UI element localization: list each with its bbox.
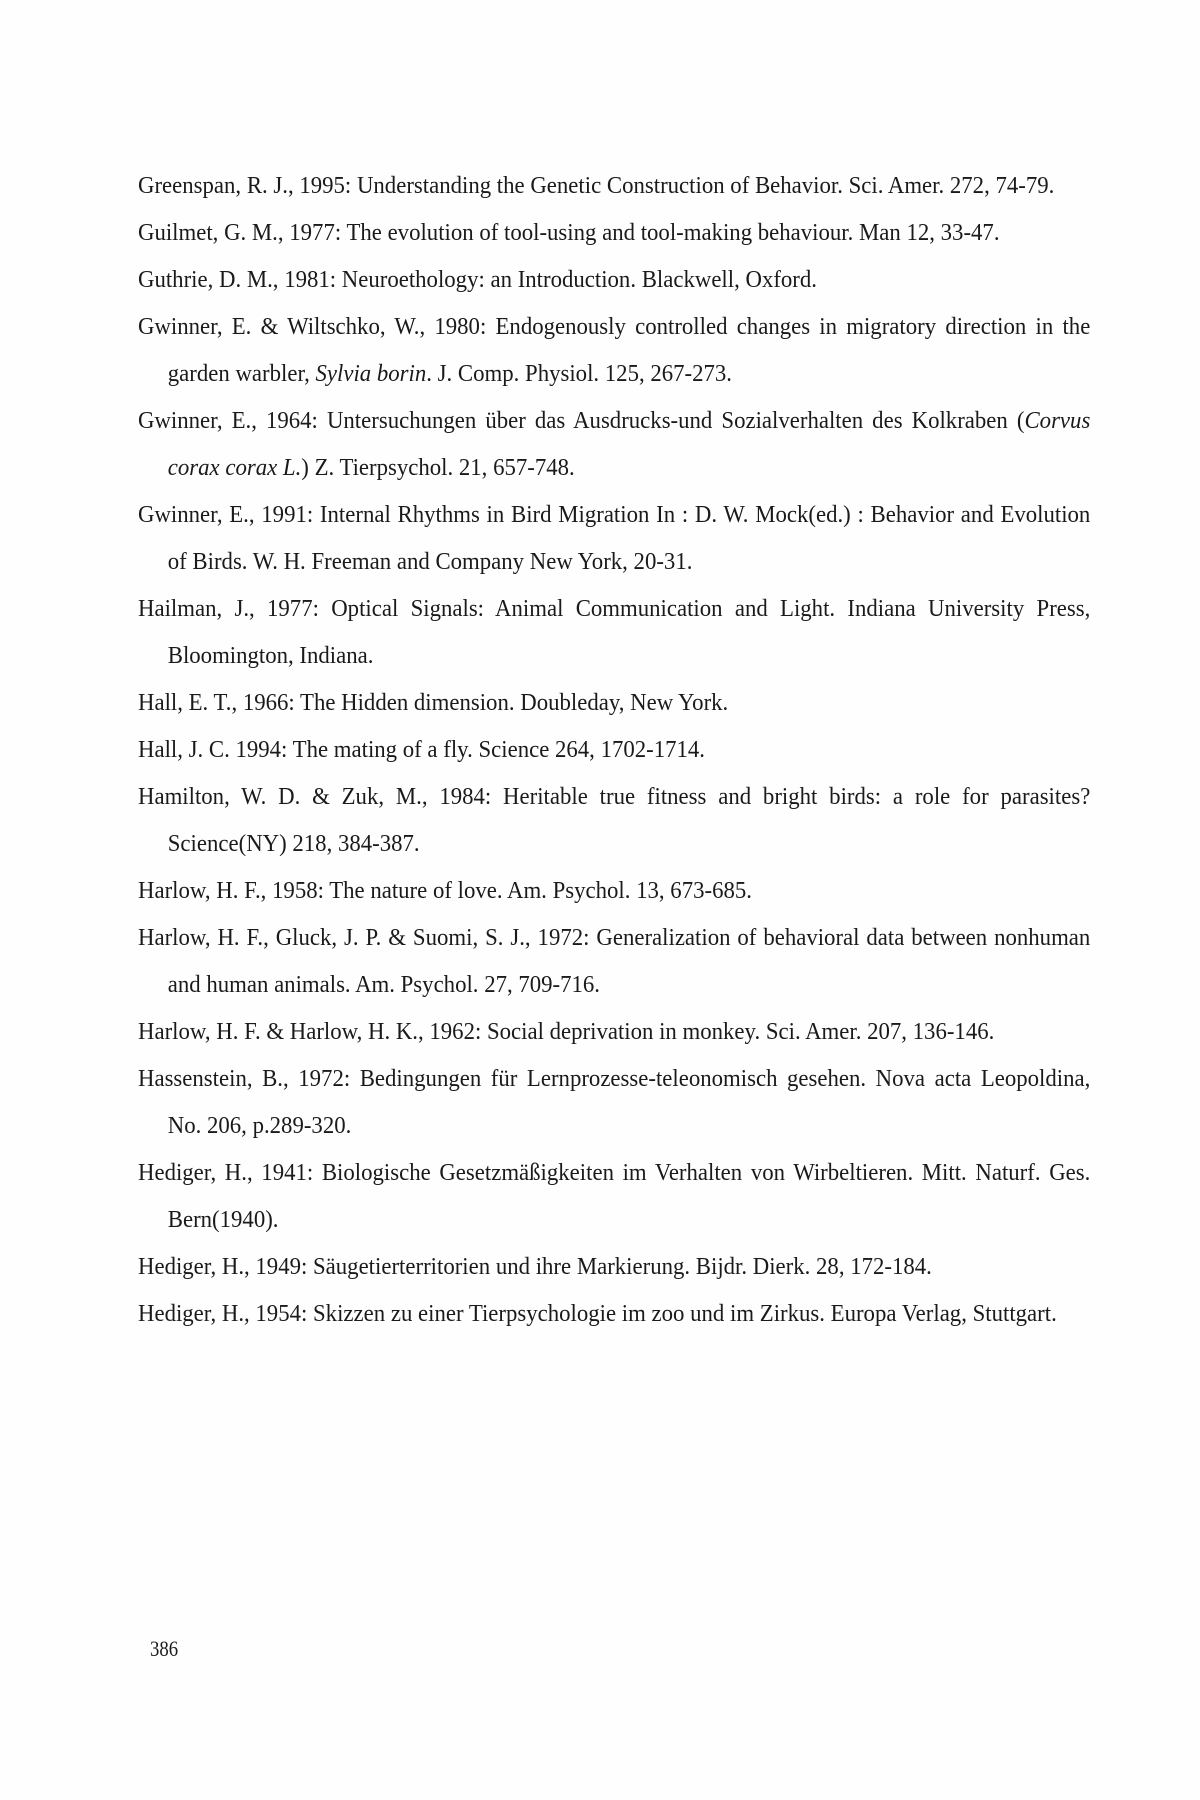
reference-text: Hall, E. T., 1966: The Hidden dimension. Doubleday, New York. [138, 689, 729, 716]
reference-entry [138, 256, 1090, 303]
reference-entry [138, 491, 1090, 585]
reference-entry [138, 773, 1090, 867]
reference-text: Guthrie, D. M., 1981: Neuroethology: an Introduction. Blackwell, Oxford. [138, 266, 818, 293]
reference-text: Greenspan, R. J., 1995: Understanding the Genetic Construction of Behavior. Sci. Amer. 272, 74-79. [138, 172, 1055, 199]
reference-text: Hamilton, W. D. & Zuk, M., 1984: Heritable true fitness and bright birds: a role for parasites? Science(NY) 218, 384-387. [138, 783, 1091, 857]
species-name: Corvus corax corax L. [167, 407, 1091, 481]
reference-text: Harlow, H. F. & Harlow, H. K., 1962: Social deprivation in monkey. Sci. Amer. 207, 136-146. [138, 1018, 995, 1045]
reference-text: Gwinner, E., 1991: Internal Rhythms in Bird Migration In : D. W. Mock(ed.) : Behavior and Evolution of Birds. W. H. Freeman and Company New York, 20-31. [138, 501, 1091, 575]
reference-text: Gwinner, E., 1964: Untersuchungen über das Ausdrucks-und Sozialverhalten des Kolkraben ( [138, 407, 1025, 434]
reference-text: Harlow, H. F., Gluck, J. P. & Suomi, S. J., 1972: Generalization of behavioral data between nonhuman and human animals. Am. Psychol. 27, 709-716. [138, 924, 1091, 998]
species-name: Sylvia borin [315, 360, 427, 387]
reference-text: Hediger, H., 1954: Skizzen zu einer Tierpsychologie im zoo und im Zirkus. Europa Verlag, Stuttgart. [138, 1300, 1057, 1327]
reference-entry [138, 1055, 1090, 1149]
reference-entry [138, 1243, 1090, 1290]
reference-text: ) Z. Tierpsychol. 21, 657-748. [301, 454, 575, 481]
reference-text: Gwinner, E. & Wiltschko, W., 1980: Endogenously controlled changes in migratory direction in the garden warbler, [138, 313, 1091, 387]
reference-entry [138, 1008, 1090, 1055]
reference-text: Hailman, J., 1977: Optical Signals: Animal Communication and Light. Indiana University Press, Bloomington, Indiana. [138, 595, 1091, 669]
reference-text: . J. Comp. Physiol. 125, 267-273. [426, 360, 733, 387]
reference-text: Hassenstein, B., 1972: Bedingungen für Lernprozesse-teleonomisch gesehen. Nova acta Leopoldina, No. 206, p.289-320. [138, 1065, 1091, 1139]
reference-entry [138, 1149, 1090, 1243]
reference-entry [138, 209, 1090, 256]
reference-text: Hall, J. C. 1994: The mating of a fly. Science 264, 1702-1714. [138, 736, 706, 763]
reference-list [138, 162, 1091, 1337]
reference-text: Hediger, H., 1949: Säugetierterritorien und ihre Markierung. Bijdr. Dierk. 28, 172-184. [138, 1253, 932, 1280]
reference-text: Harlow, H. F., 1958: The nature of love. Am. Psychol. 13, 673-685. [138, 877, 752, 904]
reference-entry [138, 914, 1090, 1008]
reference-text: Guilmet, G. M., 1977: The evolution of tool-using and tool-making behaviour. Man 12, 33-47. [138, 219, 1000, 246]
reference-entry [138, 726, 1090, 773]
reference-entry [138, 397, 1090, 491]
reference-entry [138, 303, 1090, 397]
page-number: 386 [150, 1636, 179, 1661]
reference-entry [138, 1290, 1090, 1337]
reference-text: Hediger, H., 1941: Biologische Gesetzmäßigkeiten im Verhalten von Wirbeltieren. Mitt. Naturf. Ges. Bern(1940). [138, 1159, 1091, 1233]
reference-entry [138, 585, 1090, 679]
reference-entry [138, 679, 1090, 726]
reference-entry [138, 867, 1090, 914]
reference-entry [138, 162, 1090, 209]
